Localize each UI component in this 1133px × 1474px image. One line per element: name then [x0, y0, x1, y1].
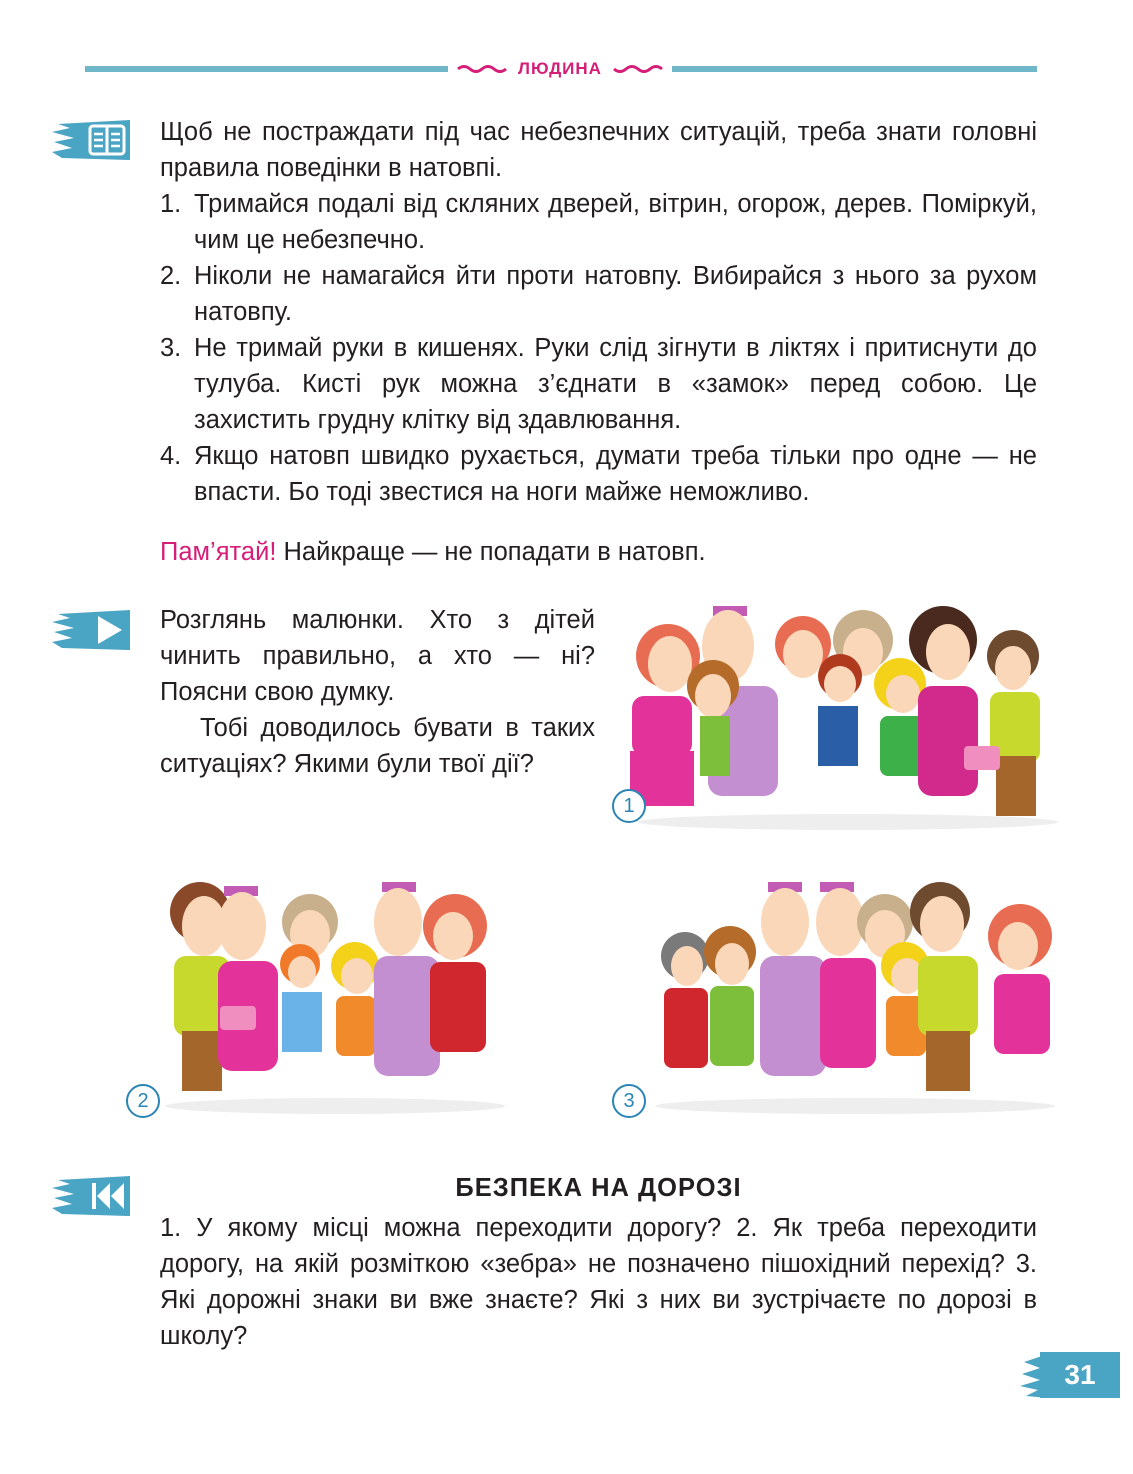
- play-arrow-icon: [52, 608, 132, 652]
- header-title: ЛЮДИНА: [518, 59, 602, 78]
- rule-number: 1.: [160, 190, 182, 218]
- road-safety-text: 1. У якому місці можна переходити дорогу? 2. Як треба переходити дорогу, на якій розміткою «зебра» не позначено пішохідний перехід? 3. Які дорожні знаки ви вже знаєте? Які з них ви зустрічаєте по дорозі в школу?: [160, 1214, 1037, 1350]
- ornament-left-icon: [456, 64, 508, 74]
- picture-2-label: 2: [126, 1084, 160, 1118]
- road-safety-title: БЕЗПЕКА НА ДОРОЗІ: [455, 1174, 742, 1202]
- remember-text: Найкраще — не попадати в натовп.: [283, 538, 706, 566]
- crowd-picture-1: [618, 596, 1063, 831]
- rules-list: [160, 186, 1037, 510]
- rule-number: 3.: [160, 334, 182, 362]
- rules-intro: Щоб не постраждати під час небезпечних ситуацій, треба знати головні правила поведінки в натовпі.: [160, 118, 1037, 182]
- rule-text: Якщо натовп швидко рухається, думати треба тільки про одне — не впасти. Бо тоді звестися на ноги майже неможливо.: [194, 442, 1037, 506]
- rewind-icon: [52, 1174, 132, 1218]
- task-section: [160, 602, 595, 782]
- rule-number: 4.: [160, 442, 182, 470]
- crowd-picture-3: [650, 866, 1060, 1116]
- rule-item: [160, 186, 1037, 258]
- task-question-2: Тобі доводилось бувати в таких ситуаціях? Якими були твої дії?: [160, 714, 595, 778]
- page-number: 31: [1040, 1352, 1120, 1398]
- crowd-picture-2: [160, 866, 510, 1116]
- ornament-right-icon: [612, 64, 664, 74]
- rule-text: Ніколи не намагайся йти проти натовпу. Вибирайся з нього за рухом натовпу.: [194, 262, 1037, 326]
- remember-note: [160, 534, 1037, 570]
- rule-text: Тримайся подалі від скляних дверей, вітрин, огорож, дерев. Поміркуй, чим це небезпечно.: [194, 190, 1037, 254]
- open-book-icon: [52, 118, 132, 162]
- rule-number: 2.: [160, 262, 182, 290]
- rule-item: [160, 438, 1037, 510]
- rule-item: [160, 330, 1037, 438]
- road-safety-section: [160, 1170, 1037, 1354]
- task-question: Розглянь малюнки. Хто з дітей чинить правильно, а хто — ні? Поясни свою думку.: [160, 606, 595, 706]
- header: [448, 56, 672, 82]
- picture-3-label: 3: [612, 1084, 646, 1118]
- rule-item: [160, 258, 1037, 330]
- rule-text: Не тримай руки в кишенях. Руки слід зігнути в ліктях і притиснути до тулуба. Кисті рук можна з’єднати в «замок» перед собою. Це захистить грудну клітку від здавлювання.: [194, 334, 1037, 434]
- picture-1-label: 1: [612, 789, 646, 823]
- rules-section: [160, 114, 1037, 570]
- remember-label: Пам’ятай!: [160, 538, 277, 566]
